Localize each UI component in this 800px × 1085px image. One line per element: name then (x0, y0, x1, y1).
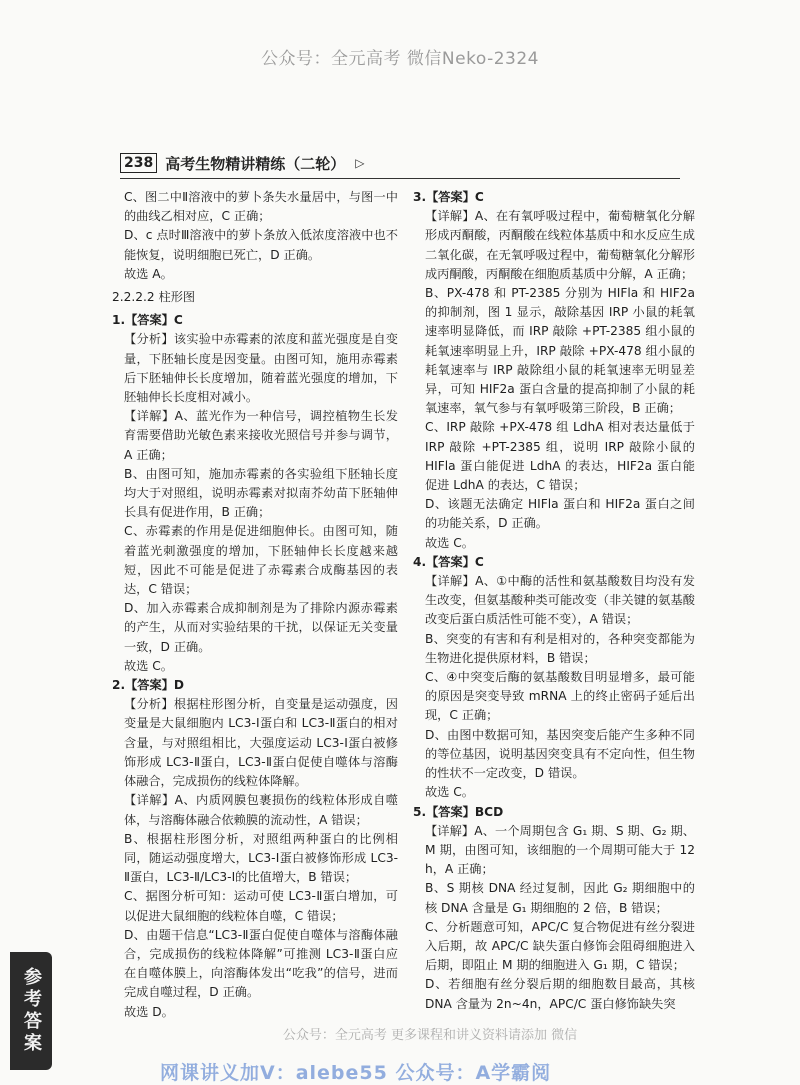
header-divider (120, 178, 680, 179)
page-header (120, 150, 720, 176)
paragraph: B、S 期核 DNA 经过复制，因此 G₂ 期细胞中的核 DNA 含量是 G₁ 期细胞的 2 倍，B 错误； (425, 881, 695, 915)
paragraph: D、由题干信息“LC3-Ⅱ蛋白促使自噬体与溶酶体融合，完成损伤的线粒体降解”可推测 LC3-Ⅱ蛋白应在自噬体膜上，向溶酶体发出“吃我”的信号，进而完成自噬过程，D 正确。 (124, 927, 398, 1000)
paragraph: C、④中突变后酶的氨基酸数目明显增多，最可能的原因是突变导致 mRNA 上的终止密码子延后出现，C 正确； (425, 670, 695, 723)
paragraph: 【详解】A、内质网膜包裹损伤的线粒体形成自噬体，与溶酶体融合依赖膜的流动性，A 错误； (124, 793, 398, 827)
paragraph: 【分析】根据柱形图分析，自变量是运动强度，因变量是大鼠细胞内 LC3-Ⅰ蛋白和 LC3-Ⅱ蛋白的相对含量，与对照组相比，大强度运动 LC3-Ⅰ蛋白被修饰形成 LC3-Ⅱ蛋白，LC3-Ⅱ蛋白促使自噬体与溶酶体融合，完成损伤的线粒体降解。 (124, 697, 398, 789)
watermark-bottom: 公众号：全元高考 更多课程和讲义资料请添加 微信 (282, 1028, 578, 1043)
right-column (413, 188, 695, 1014)
paragraph: C、图二中Ⅱ溶液中的萝卜条失水量居中，与图一中的曲线乙相对应，C 正确； (124, 190, 398, 224)
paragraph: 【详解】A、蓝光作为一种信号，调控植物生长发育需要借助光敏色素来接收光照信号并参与调节，A 正确； (124, 409, 398, 462)
paragraph: 故选 D。 (124, 1004, 174, 1019)
paragraph: 1.【答案】C (112, 313, 183, 328)
paragraph: D、该题无法确定 HIFla 蛋白和 HIF2a 蛋白之间的功能关系，D 正确。 (425, 497, 695, 531)
page-number: 238 (120, 153, 157, 173)
paragraph: 3.【答案】C (413, 190, 484, 204)
paragraph: B、PX-478 和 PT-2385 分别为 HIFla 和 HIF2a 的抑制剂，图 1 显示，敲除基因 IRP 小鼠的耗氧速率明显降低，而 IRP 敲除 +PT-2385 组小鼠的耗氧速率明显上升，IRP 敲除 +PX-478 组小鼠的耗氧速率与 IRP 敲除组小鼠的耗氧速率无明显差异，可知 HIF2a 蛋白含量的提高抑制了小鼠的耗氧速率，氧气参与有氧呼吸第三阶段，B 正确； (425, 286, 695, 416)
paragraph: 【详解】A、一个周期包含 G₁ 期、S 期、G₂ 期、M 期，由图可知，该细胞的一个周期可能大于 12 h，A 正确； (425, 823, 695, 877)
paragraph: 4.【答案】C (413, 554, 484, 569)
paragraph: D、由图中数据可知，基因突变后能产生多种不同的等位基因，说明基因突变具有不定向性，但生物的性状不一定改变，D 错误。 (425, 727, 695, 781)
paragraph: 5.【答案】BCD (413, 804, 504, 819)
side-tab-label: 参考答案 (21, 967, 42, 1055)
paragraph: 【详解】A、在有氧呼吸过程中，葡萄糖氧化分解形成丙酮酸，丙酮酸在线粒体基质中和水反应生成二氧化碳，在无氧呼吸过程中，葡萄糖氧化分解形成丙酮酸，丙酮酸在细胞质基质中分解，A 正确； (425, 209, 695, 281)
paragraph: 【详解】A、①中酶的活性和氨基酸数目均没有发生改变，但氨基酸种类可能改变（非关键的氨基酸改变后蛋白质活性可能不变），A 错误； (425, 574, 695, 627)
paragraph: C、赤霉素的作用是促进细胞伸长。由图可知，随着蓝光刺激强度的增加，下胚轴伸长长度越来越短，因此不可能是促进了赤霉素合成酶基因的表达，C 错误； (124, 524, 398, 597)
paragraph: 2.2.2.2 柱形图 (112, 290, 196, 305)
paragraph: D、若细胞有丝分裂后期的细胞数目最高，其核 DNA 含量为 2n~4n，APC/C 蛋白修饰缺失突 (425, 977, 695, 1011)
paragraph: 故选 C。 (124, 658, 173, 673)
watermark-bottom-banner: 网课讲义加V：alebe55 公众号：A学霸阅 (160, 1062, 552, 1084)
left-column (112, 188, 398, 1022)
paragraph: 故选 C。 (425, 535, 474, 550)
paragraph: B、突变的有害和有利是相对的，各种突变都能为生物进化提供原材料，B 错误； (425, 631, 695, 665)
paragraph: B、由图可知，施加赤霉素的各实验组下胚轴长度均大于对照组，说明赤霉素对拟南芥幼苗下胚轴伸长具有促进作用，B 正确； (124, 466, 398, 520)
paragraph: 2.【答案】D (112, 678, 184, 693)
book-title: 高考生物精讲精练（二轮） (165, 154, 346, 173)
paragraph: 故选 C。 (425, 785, 474, 800)
paragraph: C、据图分析可知：运动可使 LC3-Ⅱ蛋白增加，可以促进大鼠细胞的线粒体自噬，C 错误； (124, 889, 398, 923)
paragraph: B、根据柱形图分析，对照组两种蛋白的比例相同，随运动强度增大，LC3-Ⅰ蛋白被修饰形成 LC3-Ⅱ蛋白，LC3-Ⅱ/LC3-Ⅰ的比值增大，B 错误； (124, 831, 398, 885)
paragraph: D、加入赤霉素合成抑制剂是为了排除内源赤霉素的产生，从而对实验结果的干扰，以保证无关变量一致，D 正确。 (124, 601, 398, 654)
paragraph: 故选 A。 (124, 266, 173, 281)
play-icon: ▷ (355, 156, 365, 170)
paragraph: D、c 点时Ⅲ溶液中的萝卜条放入低浓度溶液中也不能恢复，说明细胞已死亡，D 正确。 (124, 228, 398, 262)
watermark-top: 公众号：全元高考 微信Neko-2324 (261, 49, 539, 69)
paragraph: C、IRP 敲除 +PX-478 组 LdhA 相对表达量低于 IRP 敲除 +PT-2385 组，说明 IRP 敲除小鼠的 HIFla 蛋白能促进 LdhA 的表达，HIF2a 蛋白能促进 LdhA 的表达，C 错误； (425, 420, 695, 493)
side-tab (10, 952, 52, 1070)
paragraph: 【分析】该实验中赤霉素的浓度和蓝光强度是自变量，下胚轴长度是因变量。由图可知，施用赤霉素后下胚轴伸长长度增加，随着蓝光强度的增加，下胚轴伸长长度相对减小。 (124, 332, 398, 405)
paragraph: C、分析题意可知，APC/C 复合物促进有丝分裂进入后期，故 APC/C 缺失蛋白修饰会阻碍细胞进入后期，即阻止 M 期的细胞进入 G₁ 期，C 错误； (425, 919, 695, 973)
